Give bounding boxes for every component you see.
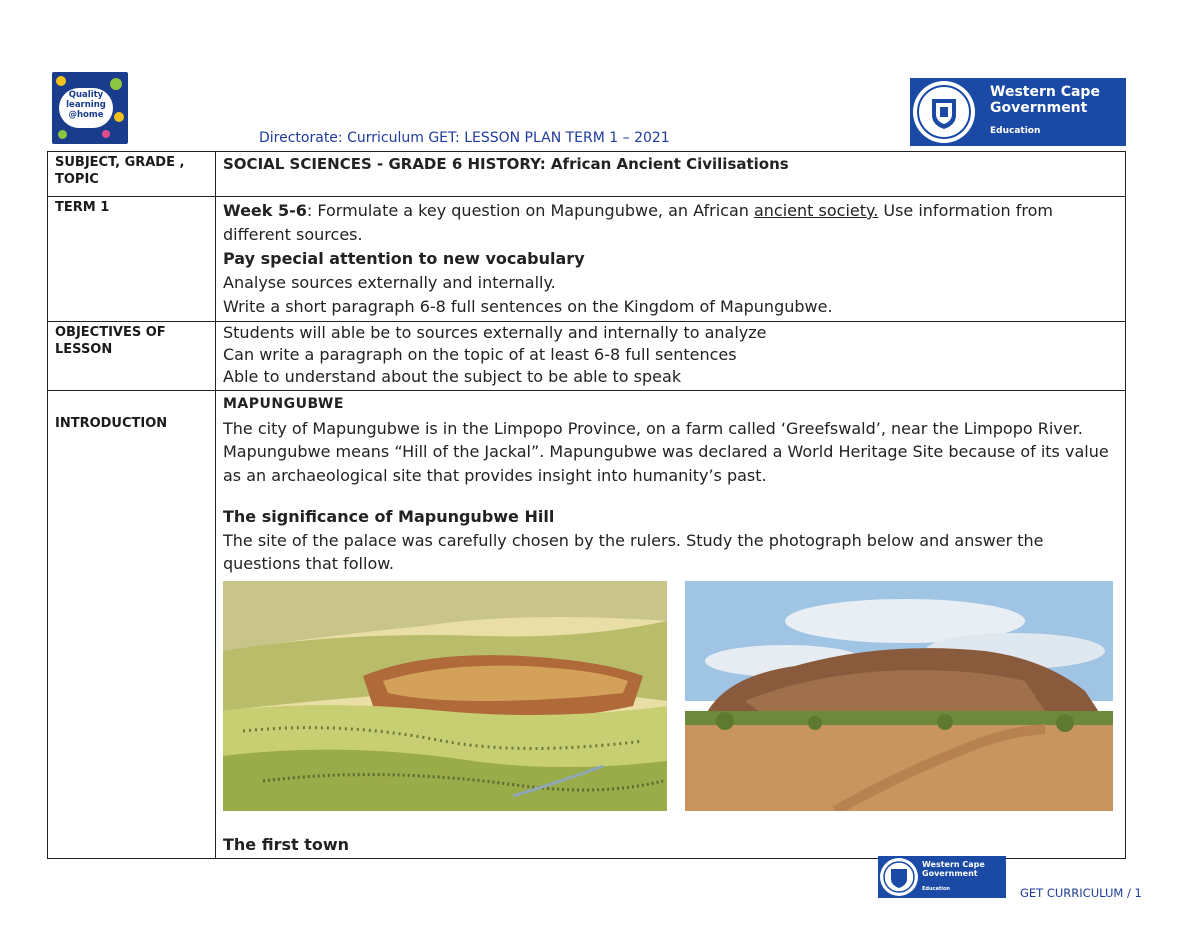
significance-text: The site of the palace was carefully chosen by the rulers. Study the photograph below and answer the questions that follow.	[223, 530, 1044, 573]
first-town-heading: The first town	[223, 834, 350, 854]
analyse-line: Analyse sources externally and internally.	[223, 273, 556, 292]
mapungubwe-images	[223, 581, 1120, 815]
footer-logo-dept: Education	[922, 886, 950, 892]
introduction-content	[216, 391, 1126, 859]
quality-learning-logo	[52, 72, 128, 144]
introduction-label: INTRODUCTION	[55, 416, 168, 431]
table-row-objectives	[48, 322, 1126, 391]
footer-coat-of-arms-icon	[880, 858, 918, 896]
term-content	[216, 197, 1126, 322]
objective-item: Can write a paragraph on the topic of at least 6-8 full sentences	[223, 345, 737, 364]
table-row-term	[48, 197, 1126, 322]
week-text-b: Use information from different sources.	[223, 201, 1054, 244]
write-line: Write a short paragraph 6-8 full sentences on the Kingdom of Mapungubwe.	[223, 297, 833, 316]
significance-heading: The significance of Mapungubwe Hill	[223, 507, 555, 526]
western-cape-government-logo	[910, 78, 1126, 146]
wcg-logo-name: Western Cape Government	[990, 84, 1100, 116]
wcg-logo-dept: Education	[990, 126, 1041, 136]
introduction-paragraph: The city of Mapungubwe is in the Limpopo Province, on a farm called ‘Greefswald’, near the Limpopo River. Mapungubwe means “Hill of the Jackal”. Mapungubwe was declared a World Heritage Site because of its value as an archaeological site that provides insight into humanity’s past.	[223, 418, 1109, 485]
subject-value: SOCIAL SCIENCES - GRADE 6 HISTORY: African Ancient Civilisations	[216, 152, 1126, 197]
page-number: GET CURRICULUM / 1	[1020, 886, 1142, 900]
objectives-label: OBJECTIVES OF LESSON	[48, 322, 216, 391]
objective-item: Students will able be to sources externally and internally to analyze	[223, 323, 767, 342]
spacer	[223, 487, 1120, 505]
week-text-a: : Formulate a key question on Mapungubwe, an African	[306, 201, 754, 220]
ancient-society-text: ancient society.	[753, 201, 879, 220]
footer-wcg-logo	[878, 856, 1006, 898]
directorate-heading: Directorate: Curriculum GET: LESSON PLAN TERM 1 – 2021	[259, 130, 670, 146]
mapungubwe-painting-image	[223, 581, 667, 811]
mapungubwe-hill-photo	[685, 581, 1113, 811]
subject-label: SUBJECT, GRADE , TOPIC	[48, 152, 216, 197]
term-label: TERM 1	[48, 197, 216, 322]
lesson-plan-table	[47, 151, 1126, 859]
table-row-introduction	[48, 391, 1126, 859]
footer-logo-name: Western Cape Government	[922, 860, 985, 878]
table-row-subject	[48, 152, 1126, 197]
coat-of-arms-icon	[913, 81, 975, 143]
week-label: Week 5-6	[223, 201, 307, 220]
objectives-content	[216, 322, 1126, 391]
objective-item: Able to understand about the subject to be able to speak	[223, 367, 682, 386]
vocabulary-note: Pay special attention to new vocabulary	[223, 249, 585, 268]
mapungubwe-heading: MAPUNGUBWE	[223, 396, 344, 412]
introduction-label-cell	[48, 391, 216, 859]
quality-learning-logo-text: Quality learning @home	[59, 88, 113, 128]
